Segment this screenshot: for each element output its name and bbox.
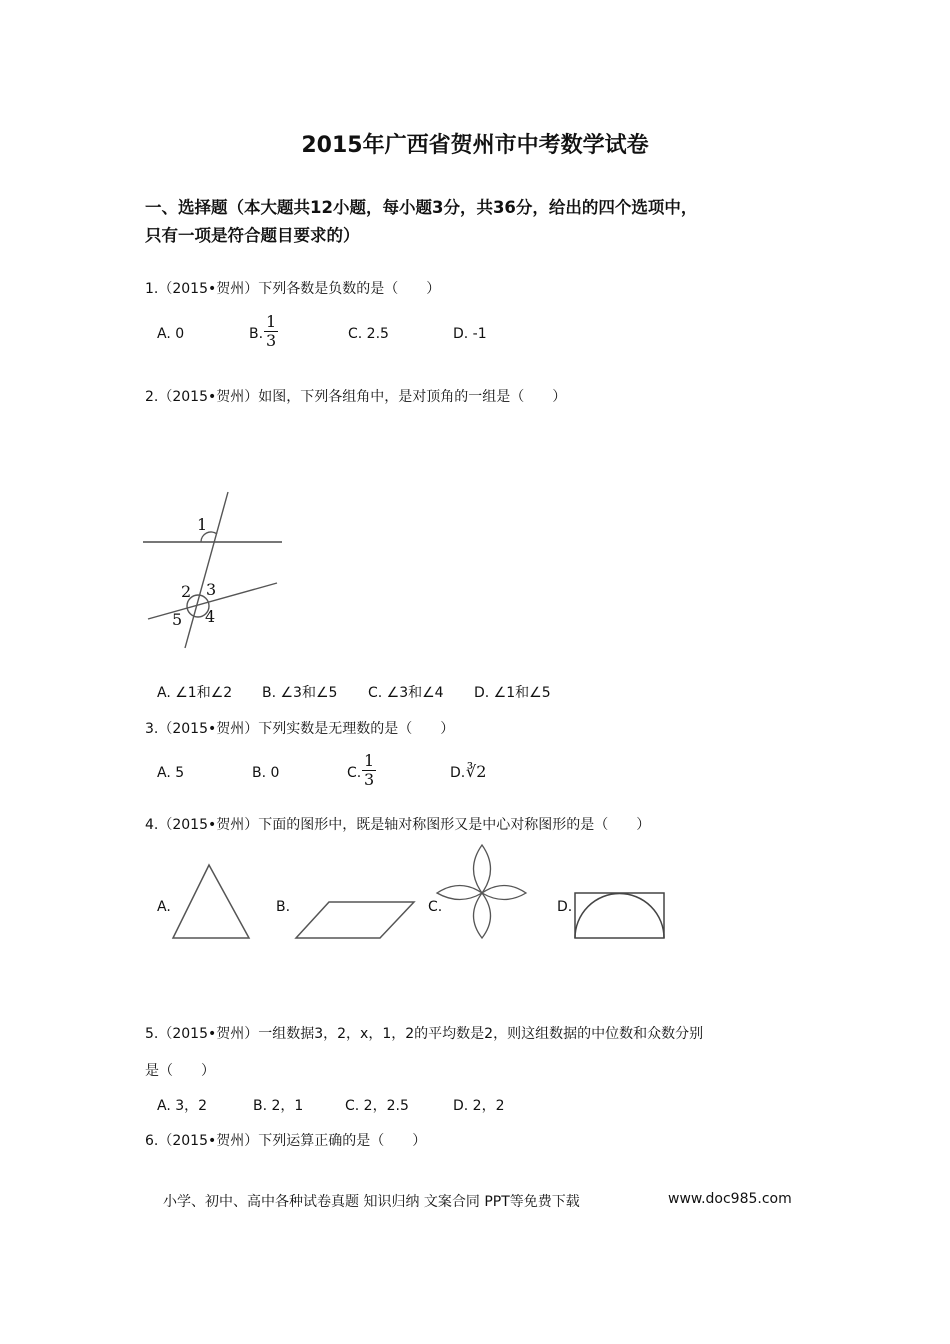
- triangle-shape: [173, 865, 249, 938]
- question-4-stem: 4.（2015•贺州）下面的图形中，既是轴对称图形又是中心对称图形的是（ ）: [145, 817, 651, 833]
- semicircle-rectangle-shape: [575, 893, 664, 938]
- q3-fraction: [362, 752, 376, 789]
- question-3-stem: 3.（2015•贺州）下列实数是无理数的是（ ）: [145, 721, 455, 737]
- q3-option-a: A. 5: [157, 765, 185, 781]
- angle-label-5: 5: [172, 610, 183, 629]
- q1-option-b: B.: [249, 326, 264, 342]
- footer-text: 小学、初中、高中各种试卷真题 知识归纳 文案合同 PPT等免费下载: [163, 1194, 580, 1210]
- q1-option-d: D. -1: [453, 326, 487, 342]
- section-heading-line2: 只有一项是符合题目要求的）: [145, 226, 360, 245]
- q1-option-a: A. 0: [157, 326, 185, 342]
- q5-option-c: C. 2，2.5: [345, 1098, 409, 1114]
- q4-option-d: D.: [557, 899, 573, 915]
- question-5-stem-line1: 5.（2015•贺州）一组数据3，2，x，1，2的平均数是2，则这组数据的中位数和众数分别: [145, 1026, 704, 1042]
- question-2-stem: 2.（2015•贺州）如图，下列各组角中，是对顶角的一组是（ ）: [145, 389, 567, 405]
- q3-option-c: C.: [347, 765, 362, 781]
- section-heading-line1: 一、选择题（本大题共12小题，每小题3分，共36分，给出的四个选项中，: [145, 198, 698, 217]
- angle-label-2: 2: [181, 582, 192, 601]
- angle-label-4: 4: [205, 607, 216, 626]
- four-petal-shape: [437, 845, 526, 938]
- q4-option-b: B.: [276, 899, 291, 915]
- angle-label-3: 3: [206, 580, 217, 599]
- question-5-stem-line2: 是（ ）: [145, 1063, 215, 1079]
- q2-option-b: B. ∠3和∠5: [262, 685, 338, 701]
- q2-option-c: C. ∠3和∠4: [368, 685, 444, 701]
- angle-label-1: 1: [197, 515, 208, 534]
- q3-option-d: D.: [450, 765, 466, 781]
- q4-option-a: A.: [157, 899, 171, 915]
- numerator: 1: [364, 751, 375, 770]
- q4-option-c: C.: [428, 899, 443, 915]
- q5-option-a: A. 3，2: [157, 1098, 208, 1114]
- q5-option-b: B. 2，1: [253, 1098, 304, 1114]
- denominator: 3: [266, 331, 277, 350]
- q1-option-c: C. 2.5: [348, 326, 389, 342]
- q3-option-b: B. 0: [252, 765, 280, 781]
- question-1-stem: 1.（2015•贺州）下列各数是负数的是（ ）: [145, 281, 441, 297]
- question-6-stem: 6.（2015•贺州）下列运算正确的是（ ）: [145, 1133, 427, 1149]
- q2-option-a: A. ∠1和∠2: [157, 685, 233, 701]
- parallelogram-shape: [296, 902, 414, 938]
- q5-option-d: D. 2，2: [453, 1098, 505, 1114]
- page-title: 2015年广西省贺州市中考数学试卷: [301, 133, 649, 158]
- denominator: 3: [364, 770, 375, 789]
- q3-cube-root: ∛2: [466, 762, 487, 781]
- footer-url[interactable]: www.doc985.com: [668, 1191, 792, 1207]
- q2-option-d: D. ∠1和∠5: [474, 685, 551, 701]
- numerator: 1: [266, 312, 277, 331]
